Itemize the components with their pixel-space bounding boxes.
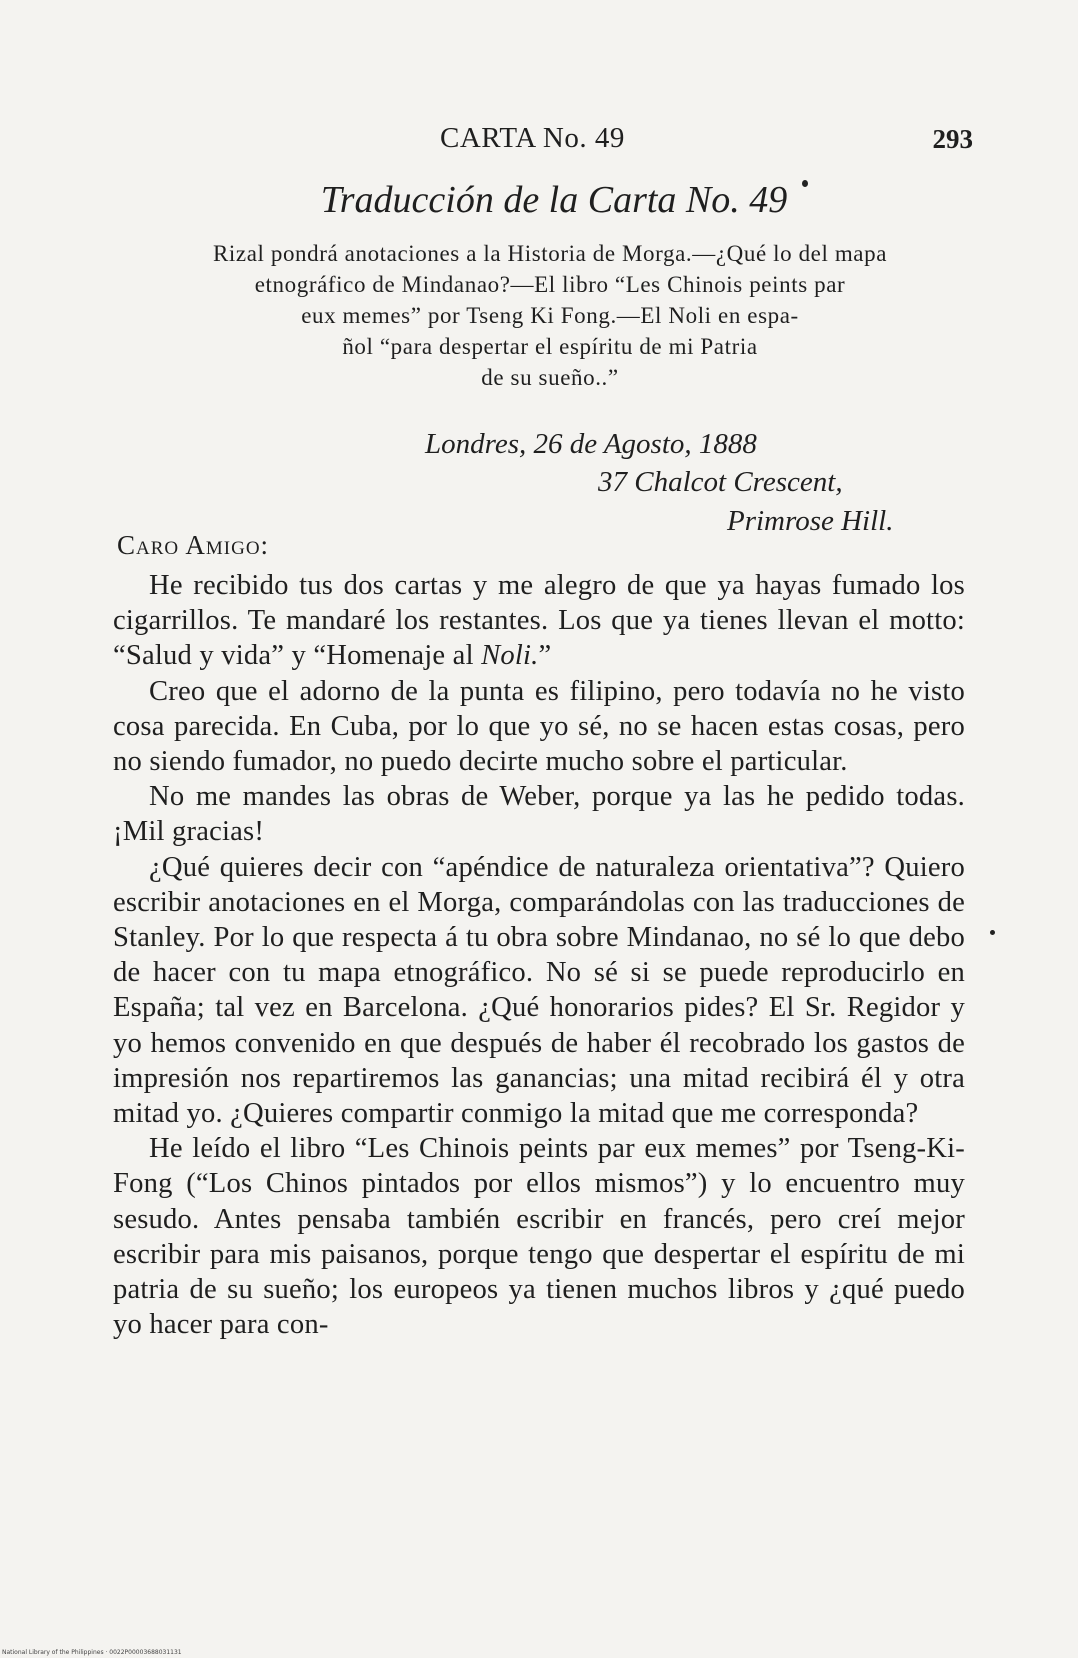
salutation-text: Caro Amigo: xyxy=(117,530,270,560)
letter-subtitle: Traducción de la Carta No. 49 xyxy=(320,179,788,221)
paragraph: No me mandes las obras de Weber, porque ya las he pedido todas. ¡Mil gracias! xyxy=(113,781,965,848)
page-number: 293 xyxy=(932,124,973,154)
salutation xyxy=(117,530,269,561)
closing-quote: ” xyxy=(538,640,552,672)
letter-summary xyxy=(120,238,980,393)
paragraph: Creo que el adorno de la punta es filipino, pero todavía no he visto cosa parecida. En Cuba, por lo que yo sé, no se hacen estas cosas, pero no siendo fumador, no puedo decirte mucho sobre el particular. xyxy=(113,675,965,778)
summary-line: etnográfico de Mindanao?—El libro “Les Chinois peints par xyxy=(254,272,846,297)
book-title: Noli. xyxy=(481,640,539,672)
letter-body xyxy=(113,568,965,1342)
summary-line: Rizal pondrá anotaciones a la Historia de Morga.—¿Qué lo del mapa xyxy=(212,241,888,266)
summary-line: ñol “para despertar el espíritu de mi Patria xyxy=(342,334,758,359)
paragraph: ¿Qué quieres decir con “apéndice de naturaleza orientativa”? Quiero escribir anotaciones en el Morga, comparándolas con las traducciones de Stanley. Por lo que respecta á tu obra sobre Mindanao, no sé lo que debo de hacer con tu mapa etnográfico. No sé si se puede reproducirlo en España; tal vez en Barcelona. ¿Qué honorarios pides? El Sr. Regidor y yo hemos convenido en que después de haber él recobrado los gastos de impresión nos repartiremos las ganancias; una mitad recibirá él y otra mitad yo. ¿Quieres compartir conmigo la mitad que me corresponda? xyxy=(113,851,965,1130)
dateline-area: Primrose Hill. xyxy=(727,505,894,537)
paragraph-text: He recibido tus dos cartas y me alegro de que ya hayas fumado los cigarrillos. Te mandaré los restantes. Los que ya tienes llevan el motto: “Salud y vida” y “Homenaje al xyxy=(113,570,965,672)
running-title: CARTA No. 49 xyxy=(440,122,625,154)
ink-speck xyxy=(990,930,995,935)
running-head xyxy=(0,122,1078,162)
dateline-place-date: Londres, 26 de Agosto, 1888 xyxy=(425,428,757,460)
scan-imprint: National Library of the Philippines · 0022P00003688031131 xyxy=(2,1649,182,1656)
dateline-street: 37 Chalcot Crescent, xyxy=(598,466,843,498)
summary-line: eux memes” por Tseng Ki Fong.—El Noli en espa- xyxy=(301,303,799,328)
paragraph xyxy=(113,568,965,674)
summary-line: de su sueño..” xyxy=(481,365,619,390)
paragraph: He leído el libro “Les Chinois peints par eux memes” por Tseng-Ki-Fong (“Los Chinos pintados por ellos mismos”) y lo encuentro muy sesudo. Antes pensaba también escribir en francés, pero creí mejor escribir para mis paisanos, porque tengo que despertar el espíritu de mi patria de su sueño; los europeos ya tienen muchos libros y ¿qué puedo yo hacer para con- xyxy=(113,1133,965,1341)
